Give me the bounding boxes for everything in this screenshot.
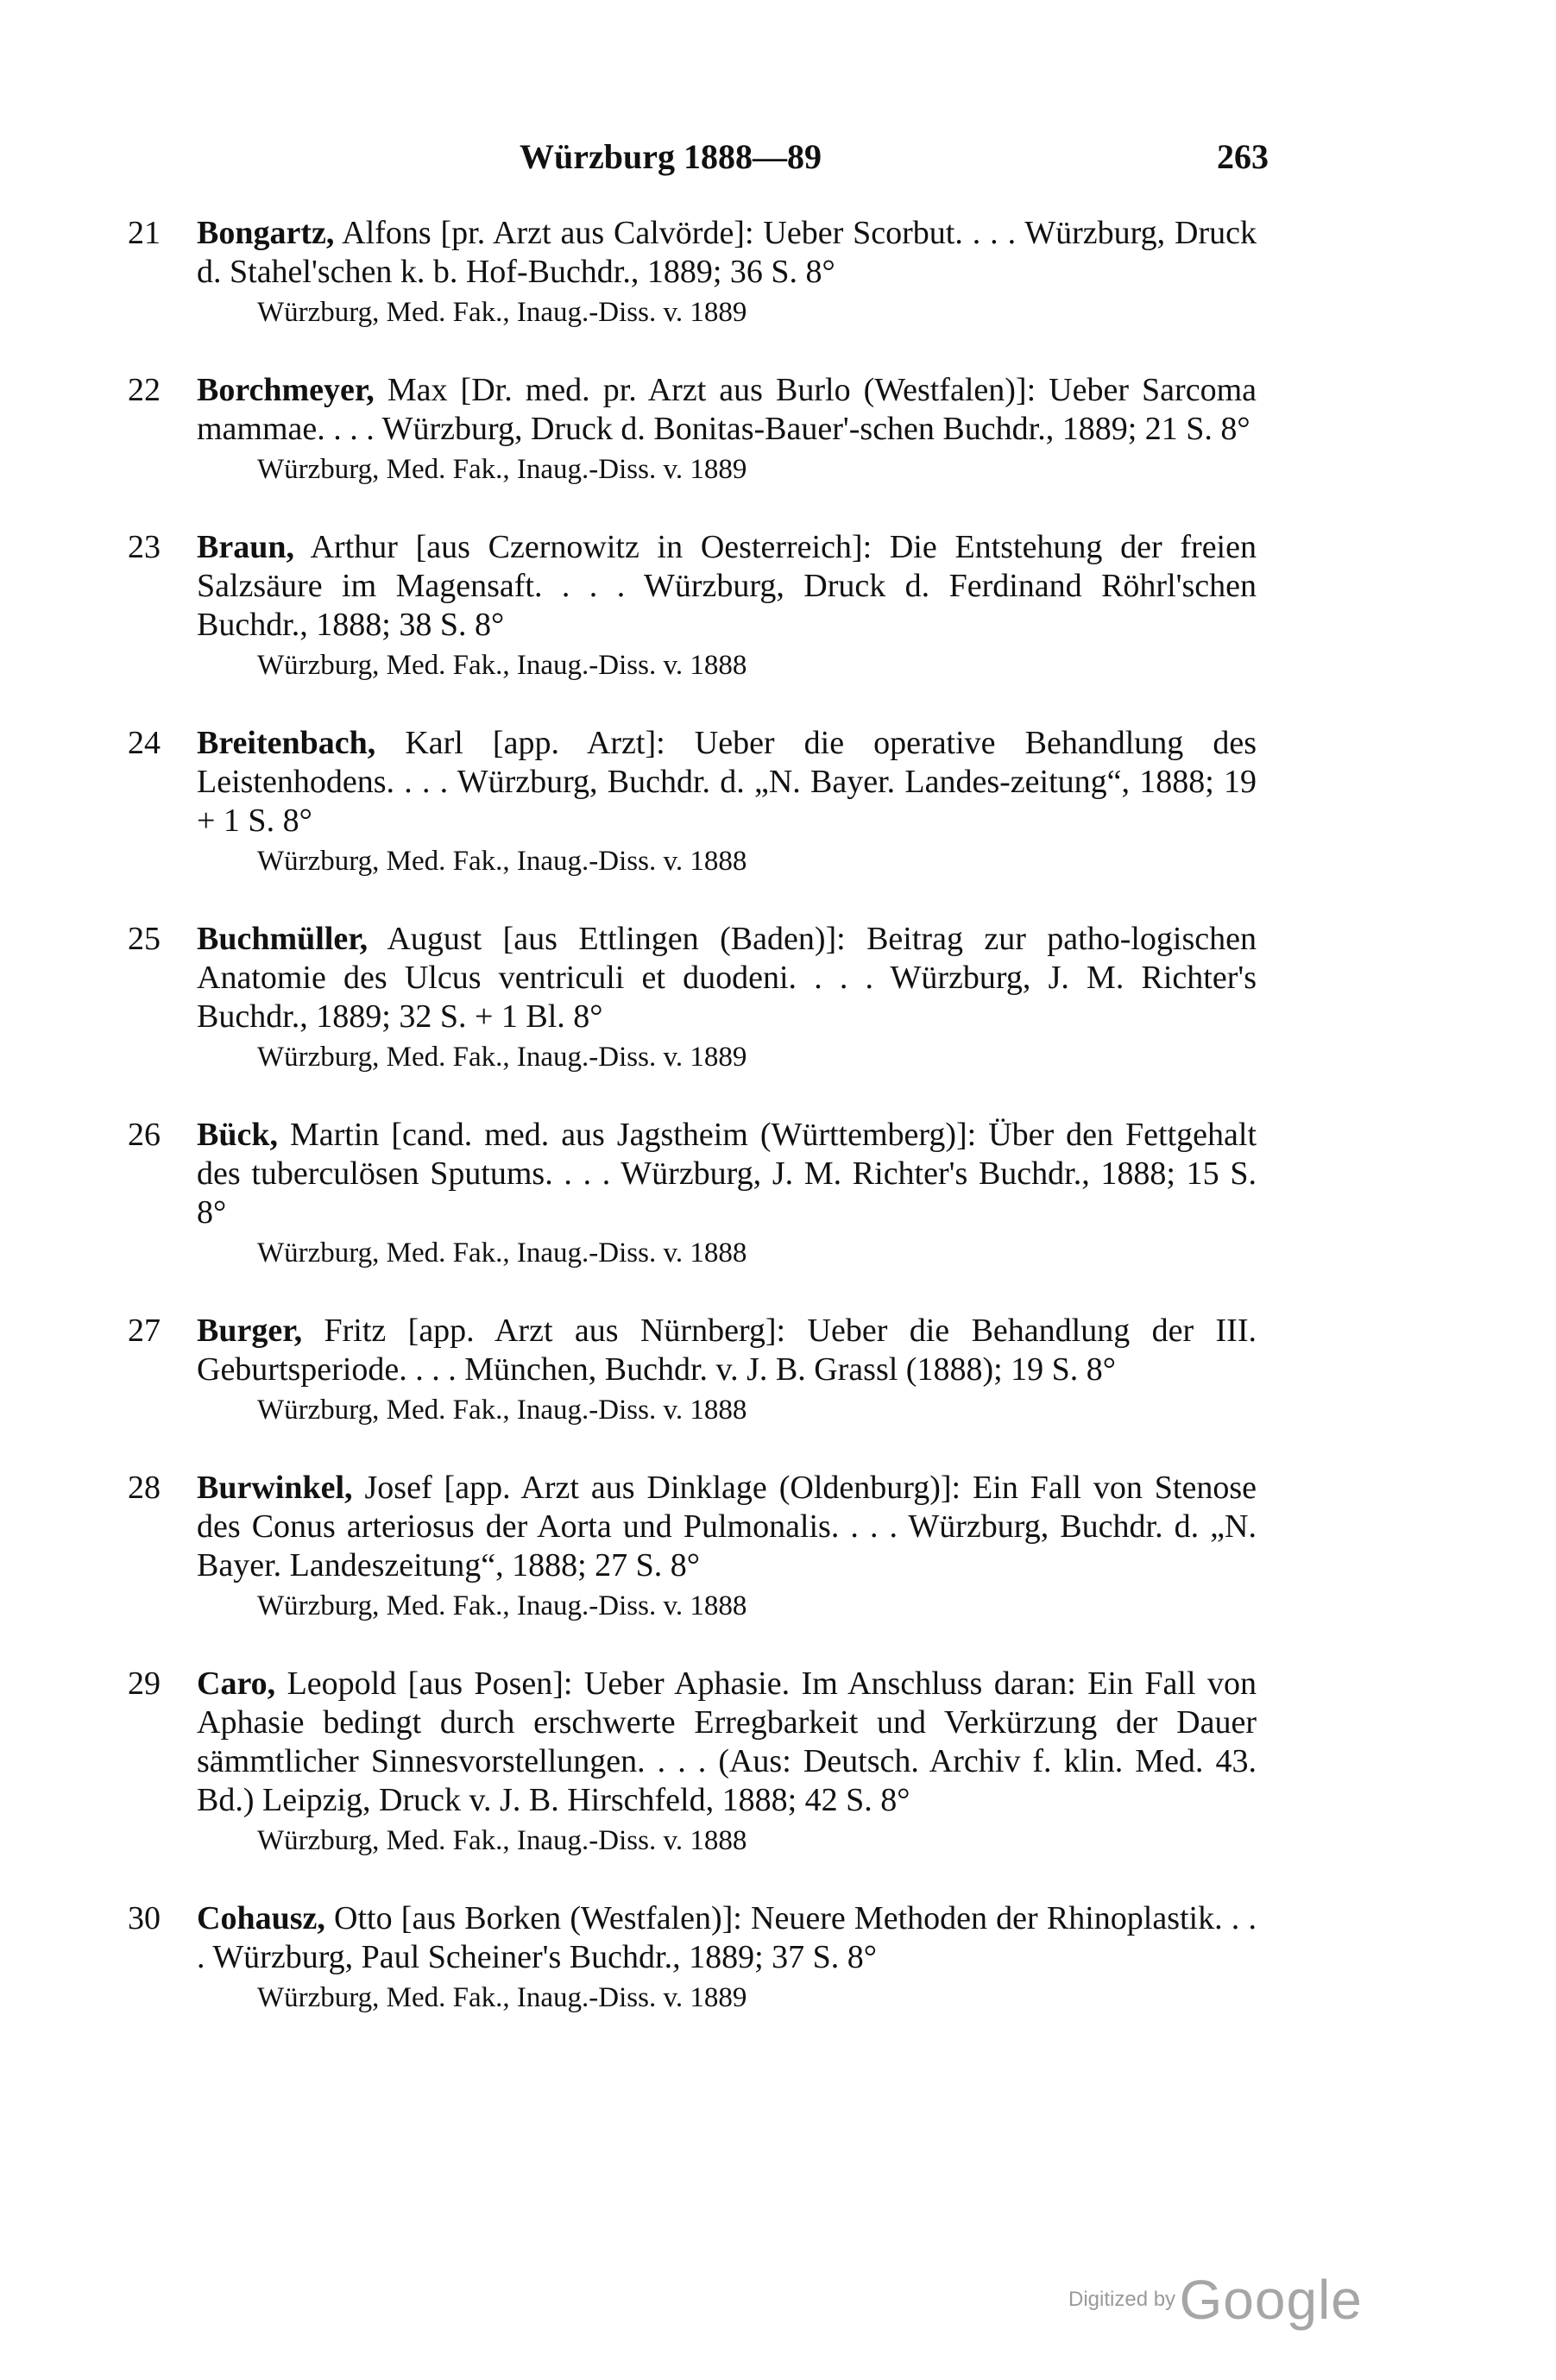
dissertation-note: Würzburg, Med. Fak., Inaug.-Diss. v. 1889 bbox=[257, 1982, 747, 2013]
dissertation-note: Würzburg, Med. Fak., Inaug.-Diss. v. 1889 bbox=[257, 454, 747, 485]
running-title: Würzburg 1888—89 bbox=[520, 137, 822, 176]
entry-number: 26 bbox=[128, 1117, 161, 1153]
entry-number: 23 bbox=[128, 529, 161, 565]
entry-text: Martin [cand. med. aus Jagstheim (Württemberg)]: Über den Fettgehalt des tuberculösen Sputums. . . . Würzburg, J. M. Richter's Buchdr., 1888; 15 S. 8° bbox=[197, 1117, 1257, 1231]
dissertation-note: Würzburg, Med. Fak., Inaug.-Diss. v. 1889 bbox=[257, 1042, 747, 1073]
entry-text: August [aus Ettlingen (Baden)]: Beitrag zur patho-logischen Anatomie des Ulcus ventriculi et duodeni. . . . Würzburg, J. M. Richter's Buchdr., 1889; 32 S. + 1 Bl. 8° bbox=[197, 921, 1257, 1035]
page-number: 263 bbox=[1217, 137, 1269, 176]
author-name: Buchmüller, bbox=[197, 921, 369, 957]
bibliography-entry bbox=[0, 371, 1556, 489]
entry-body bbox=[197, 920, 1257, 1036]
entry-body bbox=[197, 528, 1257, 645]
author-name: Borchmeyer, bbox=[197, 372, 375, 408]
bibliography-entry bbox=[0, 1665, 1556, 1861]
bibliography-entry bbox=[0, 920, 1556, 1077]
page-header bbox=[198, 136, 1269, 185]
entry-text: Fritz [app. Arzt aus Nürnberg]: Ueber die Behandlung der III. Geburtsperiode. . . . München, Buchdr. v. J. B. Grassl (1888); 19 S. 8° bbox=[197, 1313, 1257, 1388]
bibliography-entry bbox=[0, 1469, 1556, 1626]
dissertation-note: Würzburg, Med. Fak., Inaug.-Diss. v. 1889 bbox=[257, 297, 747, 328]
bibliography-entry bbox=[0, 1116, 1556, 1273]
entry-number: 30 bbox=[128, 1900, 161, 1936]
entry-text: Karl [app. Arzt]: Ueber die operative Behandlung des Leistenhodens. . . . Würzburg, Buchdr. d. „N. Bayer. Landes-zeitung“, 1888; 19 + 1 S. 8° bbox=[197, 725, 1257, 839]
entry-number: 24 bbox=[128, 725, 161, 761]
entry-body bbox=[197, 1469, 1257, 1585]
author-name: Breitenbach, bbox=[197, 725, 376, 761]
bibliography-entry bbox=[0, 214, 1556, 332]
bibliography-entry bbox=[0, 1899, 1556, 2018]
entry-number: 28 bbox=[128, 1470, 161, 1506]
entry-number: 25 bbox=[128, 921, 161, 957]
entry-text: Max [Dr. med. pr. Arzt aus Burlo (Westfalen)]: Ueber Sarcoma mammae. . . . Würzburg, Druck d. Bonitas-Bauer'-schen Buchdr., 1889; 21 S. 8° bbox=[197, 372, 1257, 447]
author-name: Burger, bbox=[197, 1313, 303, 1349]
author-name: Bongartz, bbox=[197, 215, 335, 251]
dissertation-note: Würzburg, Med. Fak., Inaug.-Diss. v. 1888 bbox=[257, 1395, 747, 1426]
entry-text: Otto [aus Borken (Westfalen)]: Neuere Methoden der Rhinoplastik. . . . Würzburg, Paul Scheiner's Buchdr., 1889; 37 S. 8° bbox=[197, 1900, 1257, 1975]
entry-text: Arthur [aus Czernowitz in Oesterreich]: Die Entstehung der freien Salzsäure im Magensaft. . . . Würzburg, Druck d. Ferdinand Röhrl'schen Buchdr., 1888; 38 S. 8° bbox=[197, 529, 1257, 643]
author-name: Cohausz, bbox=[197, 1900, 325, 1936]
dissertation-note: Würzburg, Med. Fak., Inaug.-Diss. v. 1888 bbox=[257, 1590, 747, 1621]
entry-body bbox=[197, 1312, 1257, 1389]
bibliography-entry bbox=[0, 1312, 1556, 1430]
author-name: Bück, bbox=[197, 1117, 278, 1153]
author-name: Caro, bbox=[197, 1665, 276, 1702]
entry-number: 27 bbox=[128, 1313, 161, 1349]
entry-body bbox=[197, 724, 1257, 841]
entry-body bbox=[197, 371, 1257, 449]
entry-body bbox=[197, 1665, 1257, 1820]
entry-body bbox=[197, 1899, 1257, 1977]
dissertation-note: Würzburg, Med. Fak., Inaug.-Diss. v. 1888 bbox=[257, 1825, 747, 1856]
entry-text: Alfons [pr. Arzt aus Calvörde]: Ueber Scorbut. . . . Würzburg, Druck d. Stahel'schen k. b. Hof-Buchdr., 1889; 36 S. 8° bbox=[197, 215, 1257, 290]
entry-body bbox=[197, 1116, 1257, 1232]
entry-text: Josef [app. Arzt aus Dinklage (Oldenburg)]: Ein Fall von Stenose des Conus arteriosus der Aorta und Pulmonalis. . . . Würzburg, Buchdr. d. „N. Bayer. Landeszeitung“, 1888; 27 S. 8° bbox=[197, 1470, 1257, 1584]
entry-number: 21 bbox=[128, 215, 161, 251]
author-name: Braun, bbox=[197, 529, 294, 565]
entry-body bbox=[197, 214, 1257, 292]
dissertation-note: Würzburg, Med. Fak., Inaug.-Diss. v. 1888 bbox=[257, 1237, 747, 1269]
bibliography-entry bbox=[0, 528, 1556, 685]
entry-number: 22 bbox=[128, 372, 161, 408]
dissertation-note: Würzburg, Med. Fak., Inaug.-Diss. v. 1888 bbox=[257, 650, 747, 681]
google-logo: Google bbox=[1179, 2269, 1363, 2331]
entry-text: Leopold [aus Posen]: Ueber Aphasie. Im Anschluss daran: Ein Fall von Aphasie bedingt durch erschwerte Erregbarkeit und Verkürzung der Dauer sämmtlicher Sinnesvorstellungen. . . . (Aus: Deutsch. Archiv f. klin. Med. 43. Bd.) Leipzig, Druck v. J. B. Hirschfeld, 1888; 42 S. 8° bbox=[197, 1665, 1257, 1818]
digitized-watermark bbox=[1068, 2268, 1363, 2332]
digitized-label: Digitized by bbox=[1068, 2288, 1176, 2311]
dissertation-note: Würzburg, Med. Fak., Inaug.-Diss. v. 1888 bbox=[257, 846, 747, 877]
author-name: Burwinkel, bbox=[197, 1470, 353, 1506]
entry-number: 29 bbox=[128, 1665, 161, 1702]
bibliography-entry bbox=[0, 724, 1556, 881]
entry-list bbox=[0, 214, 1556, 2056]
